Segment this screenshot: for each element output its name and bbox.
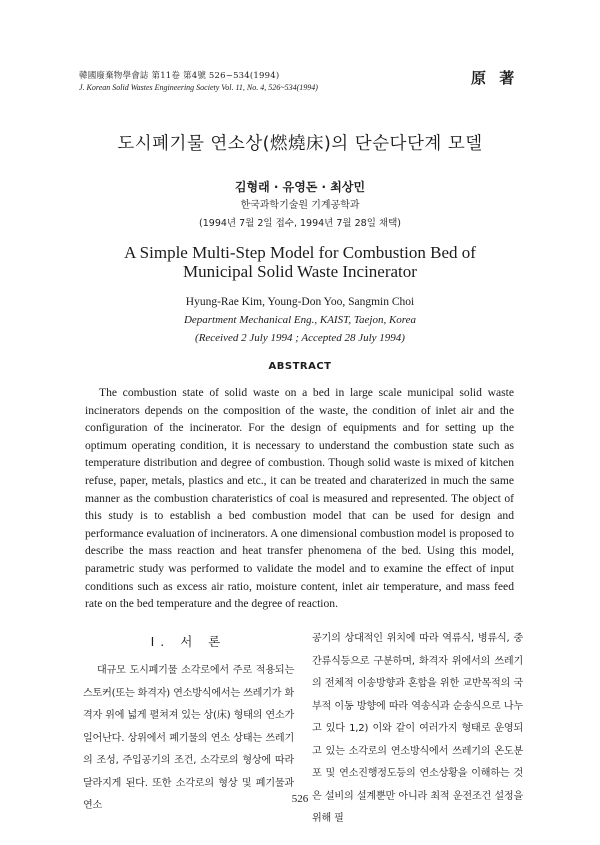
received-date-korean: (1994년 7월 2일 접수, 1994년 7월 28일 채택) bbox=[199, 218, 401, 229]
title-korean: 도시폐기물 연소상(燃燒床)의 단순다단계 모델 bbox=[117, 134, 483, 154]
body-text-left-column: 대규모 도시폐기물 소각로에서 주로 적용되는 스토커(또는 화격자) 연소방식에서는 쓰레기가 화격자 위에 넓게 펼쳐져 있는 상(床) 형태의 연소가 일어난다. 상위에서 폐기물의 연소 상태는 쓰레기의 조성, 주입공기의 조건, 소각로의 형상에 따라 달라지게 된다. 또한 소각로의 형상 및 폐기물과 연소 bbox=[83, 665, 294, 811]
affiliation-korean: 한국과학기술원 기계공학과 bbox=[240, 200, 360, 211]
authors-english: Hyung-Rae Kim, Young-Don Yoo, Sangmin Choi bbox=[185, 296, 415, 308]
page-number: 526 bbox=[291, 793, 309, 805]
authors-korean: 김형래 · 유영돈 · 최상민 bbox=[234, 180, 366, 194]
affiliation-english: Department Mechanical Eng., KAIST, Taejon, Korea bbox=[183, 314, 417, 326]
title-english-line-2: Municipal Solid Waste Incinerator bbox=[183, 262, 417, 281]
title-english-line-1: A Simple Multi-Step Model for Combustion Bed of bbox=[124, 243, 476, 262]
article-type-label: 原 著 bbox=[471, 69, 519, 87]
journal-citation-english: J. Korean Solid Wastes Engineering Society Vol. 11, No. 4, 526~534(1994) bbox=[79, 83, 318, 92]
abstract-body: The combustion state of solid waste on a bed in large scale municipal solid waste incinerators depends on the composition of the waste, the condition of inlet air and the configuration of the incinerator. For the design of equipments and for setting up the optimum operating condition, it is necessary to understand the combustion state such as temperature distribution and degree of combustion. Though solid waste is mixed of kitchen refuse, paper, metals, plastics and etc., it can be treated and charaterized in much the same manner as the combustion charateristics of coal is measured and represented. The object of this study is to establish a bed combustion model that can be used for design and performance evaluation of incinerators. A one dimensional combustion model is proposed to describe the mass reaction and heat transfer phenomena of the bed. Using this model, parametric study was performed to validate the model and to examine the effect of input conditions such as excess air ratio, moisture content, inlet air temperature, and mass feed rate on the bed temperature and the degree of reaction. bbox=[85, 386, 514, 611]
section-heading-introduction: Ⅰ. 서 론 bbox=[150, 634, 227, 649]
abstract-heading: ABSTRACT bbox=[268, 361, 332, 372]
received-date-english: (Received 2 July 1994 ; Accepted 28 July 1994) bbox=[195, 332, 405, 344]
title-english bbox=[0, 243, 600, 281]
journal-citation-korean: 韓國廢棄物學會誌 第11卷 第4號 526~534(1994) bbox=[79, 71, 280, 81]
body-text-right-column: 공기의 상대적인 위치에 따라 역류식, 병류식, 중간류식등으로 구분하며, 화격자 위에서의 쓰레기의 전체적 이송방향과 혼합을 위한 교반목적의 국부적 이동 방향에 따라 역송식과 순송식으로 나누고 있다 1,2) 이와 같이 여러가지 형태로 운영되고 있는 소각로의 연소방식에서 쓰레기의 온도분포 및 연소진행정도등의 연소상황을 이해하는 것은 설비의 설계뿐만 아니라 최적 운전조건 설정을 위해 필 bbox=[312, 633, 523, 824]
